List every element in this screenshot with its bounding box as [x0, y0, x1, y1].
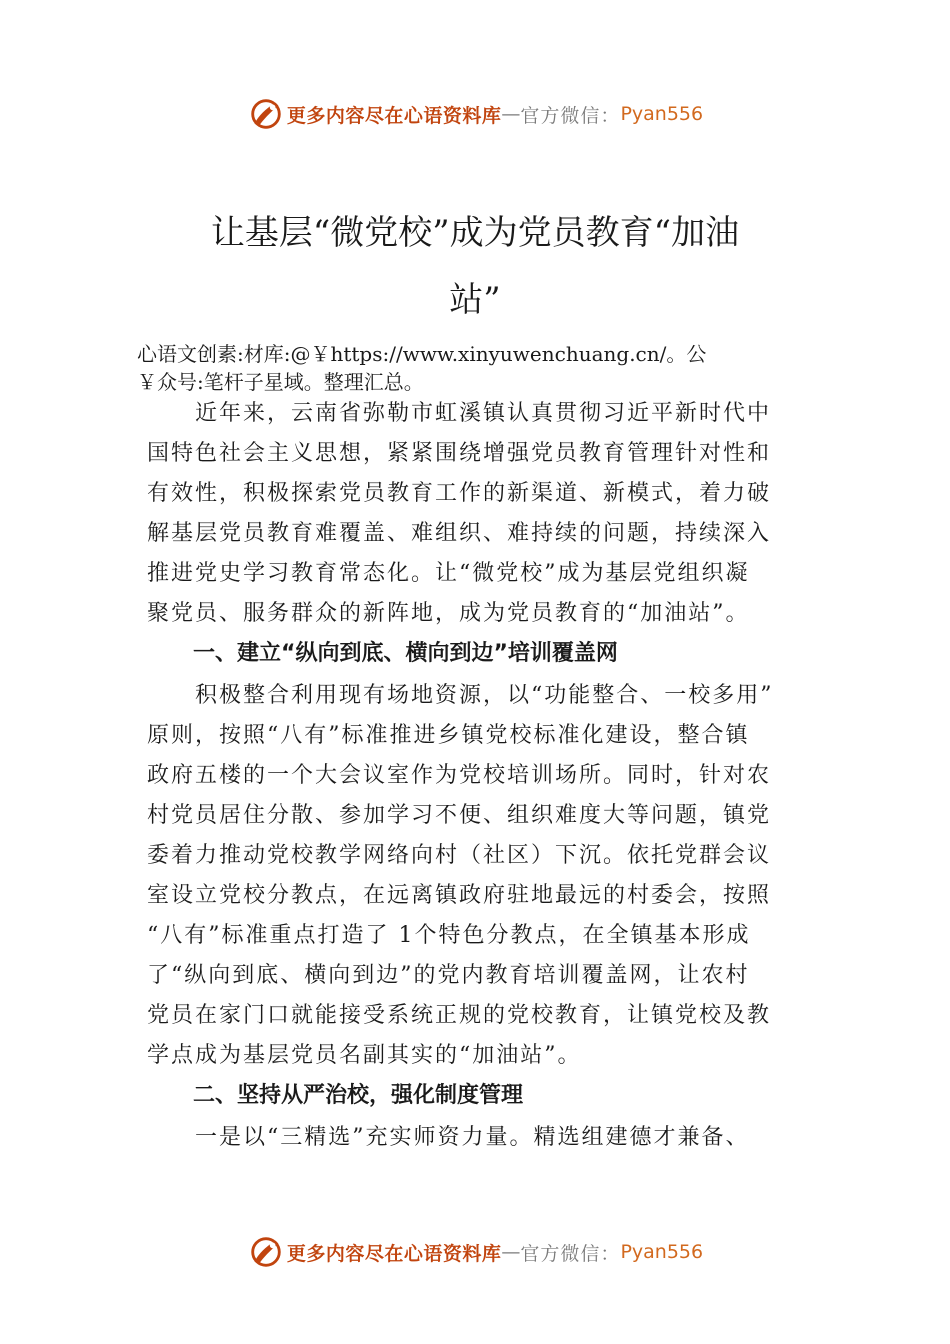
pen-logo-icon: [247, 1233, 285, 1271]
body-line: 政府五楼的一个大会议室作为党校培训场所。同时，针对农: [147, 763, 772, 788]
banner-wechat-id: Pyan556: [620, 103, 704, 125]
header-banner: [0, 94, 950, 134]
pen-logo-icon: [247, 95, 285, 133]
source-note-line1: 心语文创素:材库:@￥https://www.xinyuwenchuang.cn/。公: [137, 342, 707, 366]
banner-dash: —: [501, 1241, 521, 1263]
banner-dash: —: [501, 103, 521, 125]
body-line: 一是以“三精选”充实师资力量。精选组建德才兼备、: [147, 1125, 750, 1150]
body-line: 积极整合利用现有场地资源，以“功能整合、一校多用”: [147, 683, 774, 708]
body-line: 有效性，积极探索党员教育工作的新渠道、新模式，着力破: [147, 481, 772, 506]
body-line: “八有”标准重点打造了 1个特色分教点，在全镇基本形成: [147, 923, 751, 948]
body-line: 聚党员、服务群众的新阵地，成为党员教育的“加油站”。: [147, 601, 750, 626]
document-title-line2: 站”: [449, 280, 501, 320]
banner-wechat-label: 官方微信：: [520, 104, 621, 127]
section-heading-1: 一、建立“纵向到底、横向到边”培训覆盖网: [193, 641, 618, 666]
body-line: 近年来，云南省弥勒市虹溪镇认真贯彻习近平新时代中: [147, 401, 772, 426]
body-line: 党员在家门口就能接受系统正规的党校教育，让镇党校及教: [147, 1003, 772, 1028]
footer-banner: [0, 1232, 950, 1272]
banner-wechat-id: Pyan556: [620, 1241, 704, 1263]
body-line: 委着力推动党校教学网络向村（社区）下沉。依托党群会议: [147, 843, 772, 868]
section-heading-2: 二、坚持从严治校，强化制度管理: [193, 1083, 524, 1108]
banner-wechat-label: 官方微信：: [520, 1242, 621, 1265]
body-line: 解基层党员教育难覆盖、难组织、难持续的问题，持续深入: [147, 521, 772, 546]
body-line: 推进党史学习教育常态化。让“微党校”成为基层党组织凝: [147, 561, 750, 586]
banner-main-text: 更多内容尽在心语资料库: [286, 1242, 502, 1265]
body-line: 了“纵向到底、横向到边”的党内教育培训覆盖网，让农村: [147, 963, 750, 988]
body-line: 国特色社会主义思想，紧紧围绕增强党员教育管理针对性和: [147, 441, 772, 466]
body-line: 原则，按照“八有”标准推进乡镇党校标准化建设，整合镇: [147, 723, 750, 748]
source-note-line2: ￥众号:笔杆子星域。整理汇总。: [137, 370, 424, 394]
body-line: 学点成为基层党员名副其实的“加油站”。: [147, 1043, 582, 1068]
banner-main-text: 更多内容尽在心语资料库: [286, 104, 502, 127]
body-line: 室设立党校分教点，在远离镇政府驻地最远的村委会，按照: [147, 883, 772, 908]
body-line: 村党员居住分散、参加学习不便、组织难度大等问题，镇党: [147, 803, 772, 828]
document-title-line1: 让基层“微党校”成为党员教育“加油: [210, 213, 740, 253]
